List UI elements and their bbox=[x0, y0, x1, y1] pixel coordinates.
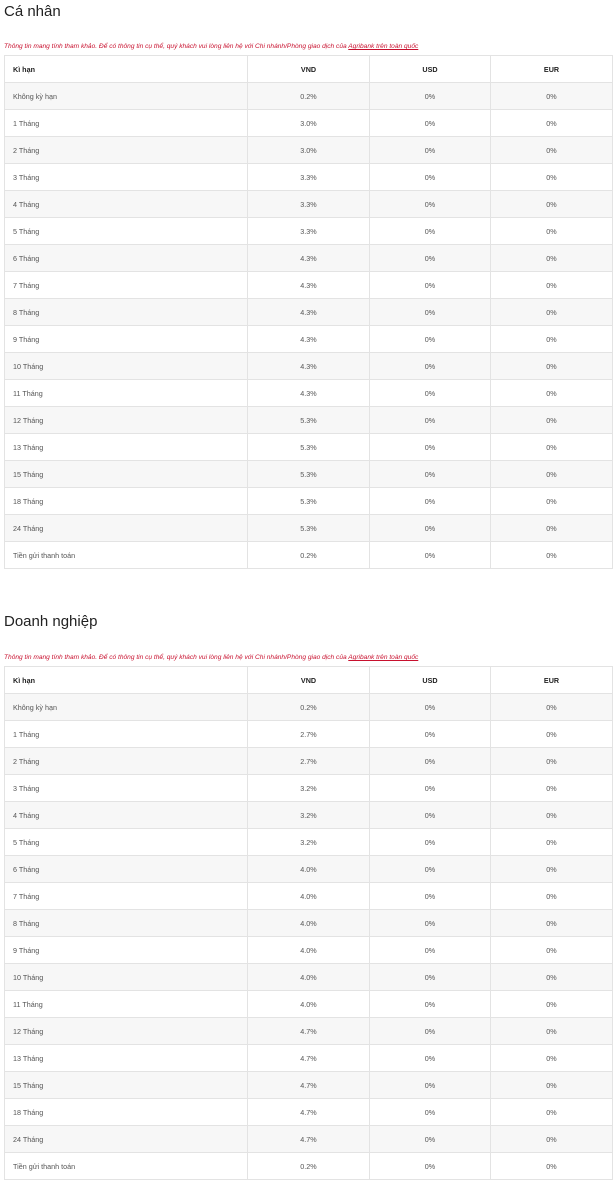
term-cell: 24 Tháng bbox=[5, 1126, 248, 1153]
eur-rate-cell: 0% bbox=[491, 856, 613, 883]
vnd-rate-cell: 4.7% bbox=[248, 1045, 370, 1072]
vnd-rate-cell: 3.3% bbox=[248, 218, 370, 245]
table-row bbox=[5, 488, 613, 515]
vnd-rate-cell: 4.7% bbox=[248, 1018, 370, 1045]
term-cell: 12 Tháng bbox=[5, 407, 248, 434]
eur-rate-cell: 0% bbox=[491, 83, 613, 110]
usd-rate-cell: 0% bbox=[370, 1018, 491, 1045]
eur-rate-cell: 0% bbox=[491, 299, 613, 326]
term-cell: 6 Tháng bbox=[5, 245, 248, 272]
usd-rate-cell: 0% bbox=[370, 964, 491, 991]
eur-rate-cell: 0% bbox=[491, 721, 613, 748]
eur-rate-cell: 0% bbox=[491, 461, 613, 488]
term-cell: 2 Tháng bbox=[5, 137, 248, 164]
vnd-rate-cell: 4.3% bbox=[248, 245, 370, 272]
vnd-rate-cell: 4.0% bbox=[248, 883, 370, 910]
usd-rate-cell: 0% bbox=[370, 434, 491, 461]
table-row bbox=[5, 964, 613, 991]
usd-rate-cell: 0% bbox=[370, 937, 491, 964]
usd-rate-cell: 0% bbox=[370, 802, 491, 829]
term-cell: 18 Tháng bbox=[5, 1099, 248, 1126]
vnd-rate-cell: 2.7% bbox=[248, 721, 370, 748]
eur-rate-cell: 0% bbox=[491, 353, 613, 380]
usd-rate-cell: 0% bbox=[370, 353, 491, 380]
table-row bbox=[5, 1099, 613, 1126]
term-cell: 9 Tháng bbox=[5, 937, 248, 964]
term-cell: 11 Tháng bbox=[5, 380, 248, 407]
term-cell: 1 Tháng bbox=[5, 721, 248, 748]
eur-rate-cell: 0% bbox=[491, 829, 613, 856]
vnd-rate-cell: 3.2% bbox=[248, 802, 370, 829]
usd-rate-cell: 0% bbox=[370, 488, 491, 515]
vnd-rate-cell: 4.3% bbox=[248, 299, 370, 326]
table-row bbox=[5, 353, 613, 380]
eur-rate-cell: 0% bbox=[491, 883, 613, 910]
term-cell: 3 Tháng bbox=[5, 775, 248, 802]
table-row bbox=[5, 218, 613, 245]
vnd-rate-cell: 5.3% bbox=[248, 461, 370, 488]
usd-rate-cell: 0% bbox=[370, 748, 491, 775]
term-cell: 1 Tháng bbox=[5, 110, 248, 137]
usd-rate-cell: 0% bbox=[370, 137, 491, 164]
branch-network-link[interactable]: Agribank trên toàn quốc bbox=[348, 654, 419, 661]
table-header-row bbox=[5, 56, 613, 83]
term-cell: Tiền gửi thanh toán bbox=[5, 542, 248, 569]
col-header-vnd: VND bbox=[248, 56, 370, 83]
eur-rate-cell: 0% bbox=[491, 775, 613, 802]
usd-rate-cell: 0% bbox=[370, 1126, 491, 1153]
vnd-rate-cell: 0.2% bbox=[248, 694, 370, 721]
table-row bbox=[5, 380, 613, 407]
usd-rate-cell: 0% bbox=[370, 245, 491, 272]
table-row bbox=[5, 515, 613, 542]
term-cell: 5 Tháng bbox=[5, 218, 248, 245]
table-row bbox=[5, 137, 613, 164]
term-cell: 5 Tháng bbox=[5, 829, 248, 856]
eur-rate-cell: 0% bbox=[491, 1072, 613, 1099]
vnd-rate-cell: 4.7% bbox=[248, 1072, 370, 1099]
eur-rate-cell: 0% bbox=[491, 1018, 613, 1045]
usd-rate-cell: 0% bbox=[370, 991, 491, 1018]
table-row bbox=[5, 937, 613, 964]
table-row bbox=[5, 164, 613, 191]
col-header-usd: USD bbox=[370, 667, 491, 694]
term-cell: 4 Tháng bbox=[5, 802, 248, 829]
term-cell: 11 Tháng bbox=[5, 991, 248, 1018]
vnd-rate-cell: 4.0% bbox=[248, 910, 370, 937]
table-row bbox=[5, 991, 613, 1018]
eur-rate-cell: 0% bbox=[491, 694, 613, 721]
rates-table-ca-nhan bbox=[4, 55, 613, 569]
col-header-term: Kì hạn bbox=[5, 56, 248, 83]
table-row bbox=[5, 1072, 613, 1099]
usd-rate-cell: 0% bbox=[370, 542, 491, 569]
usd-rate-cell: 0% bbox=[370, 694, 491, 721]
usd-rate-cell: 0% bbox=[370, 1072, 491, 1099]
eur-rate-cell: 0% bbox=[491, 191, 613, 218]
usd-rate-cell: 0% bbox=[370, 83, 491, 110]
vnd-rate-cell: 4.3% bbox=[248, 326, 370, 353]
term-cell: 24 Tháng bbox=[5, 515, 248, 542]
term-cell: Không kỳ hạn bbox=[5, 694, 248, 721]
table-row bbox=[5, 191, 613, 218]
term-cell: 4 Tháng bbox=[5, 191, 248, 218]
vnd-rate-cell: 5.3% bbox=[248, 407, 370, 434]
vnd-rate-cell: 4.0% bbox=[248, 964, 370, 991]
term-cell: 15 Tháng bbox=[5, 461, 248, 488]
eur-rate-cell: 0% bbox=[491, 380, 613, 407]
term-cell: 15 Tháng bbox=[5, 1072, 248, 1099]
col-header-eur: EUR bbox=[491, 667, 613, 694]
disclaimer-text: Thông tin mang tính tham khảo. Để có thông tin cụ thể, quý khách vui lòng liên hệ với Chi nhánh/Phòng giao dịch của bbox=[4, 654, 349, 661]
table-row bbox=[5, 775, 613, 802]
usd-rate-cell: 0% bbox=[370, 1153, 491, 1180]
disclaimer-note bbox=[4, 42, 418, 51]
eur-rate-cell: 0% bbox=[491, 542, 613, 569]
usd-rate-cell: 0% bbox=[370, 721, 491, 748]
table-row bbox=[5, 748, 613, 775]
vnd-rate-cell: 5.3% bbox=[248, 488, 370, 515]
vnd-rate-cell: 4.3% bbox=[248, 272, 370, 299]
eur-rate-cell: 0% bbox=[491, 407, 613, 434]
term-cell: 13 Tháng bbox=[5, 1045, 248, 1072]
table-row bbox=[5, 407, 613, 434]
eur-rate-cell: 0% bbox=[491, 326, 613, 353]
usd-rate-cell: 0% bbox=[370, 829, 491, 856]
disclaimer-text: Thông tin mang tính tham khảo. Để có thông tin cụ thể, quý khách vui lòng liên hệ với Chi nhánh/Phòng giao dịch của bbox=[4, 43, 349, 50]
table-row bbox=[5, 883, 613, 910]
term-cell: 12 Tháng bbox=[5, 1018, 248, 1045]
section-title-doanh-nghiep: Doanh nghiệp bbox=[4, 613, 98, 630]
disclaimer-note bbox=[4, 653, 418, 662]
usd-rate-cell: 0% bbox=[370, 461, 491, 488]
usd-rate-cell: 0% bbox=[370, 272, 491, 299]
eur-rate-cell: 0% bbox=[491, 748, 613, 775]
rates-table-doanh-nghiep bbox=[4, 666, 613, 1180]
usd-rate-cell: 0% bbox=[370, 191, 491, 218]
col-header-vnd: VND bbox=[248, 667, 370, 694]
section-title-ca-nhan: Cá nhân bbox=[4, 3, 61, 20]
usd-rate-cell: 0% bbox=[370, 910, 491, 937]
usd-rate-cell: 0% bbox=[370, 326, 491, 353]
col-header-eur: EUR bbox=[491, 56, 613, 83]
table-row bbox=[5, 910, 613, 937]
eur-rate-cell: 0% bbox=[491, 137, 613, 164]
table-row bbox=[5, 694, 613, 721]
term-cell: 13 Tháng bbox=[5, 434, 248, 461]
usd-rate-cell: 0% bbox=[370, 856, 491, 883]
eur-rate-cell: 0% bbox=[491, 218, 613, 245]
table-row bbox=[5, 110, 613, 137]
table-row bbox=[5, 802, 613, 829]
table-row bbox=[5, 1153, 613, 1180]
eur-rate-cell: 0% bbox=[491, 1099, 613, 1126]
vnd-rate-cell: 0.2% bbox=[248, 83, 370, 110]
table-row bbox=[5, 856, 613, 883]
table-row bbox=[5, 1018, 613, 1045]
eur-rate-cell: 0% bbox=[491, 272, 613, 299]
branch-network-link[interactable]: Agribank trên toàn quốc bbox=[348, 43, 419, 50]
vnd-rate-cell: 5.3% bbox=[248, 434, 370, 461]
usd-rate-cell: 0% bbox=[370, 164, 491, 191]
table-row bbox=[5, 542, 613, 569]
eur-rate-cell: 0% bbox=[491, 991, 613, 1018]
vnd-rate-cell: 4.0% bbox=[248, 856, 370, 883]
term-cell: 7 Tháng bbox=[5, 883, 248, 910]
usd-rate-cell: 0% bbox=[370, 380, 491, 407]
eur-rate-cell: 0% bbox=[491, 488, 613, 515]
table-row bbox=[5, 299, 613, 326]
term-cell: Tiền gửi thanh toán bbox=[5, 1153, 248, 1180]
term-cell: 2 Tháng bbox=[5, 748, 248, 775]
usd-rate-cell: 0% bbox=[370, 407, 491, 434]
term-cell: 3 Tháng bbox=[5, 164, 248, 191]
usd-rate-cell: 0% bbox=[370, 775, 491, 802]
vnd-rate-cell: 3.2% bbox=[248, 829, 370, 856]
vnd-rate-cell: 0.2% bbox=[248, 1153, 370, 1180]
eur-rate-cell: 0% bbox=[491, 1045, 613, 1072]
vnd-rate-cell: 3.0% bbox=[248, 110, 370, 137]
table-row bbox=[5, 829, 613, 856]
table-row bbox=[5, 1045, 613, 1072]
vnd-rate-cell: 4.7% bbox=[248, 1099, 370, 1126]
vnd-rate-cell: 5.3% bbox=[248, 515, 370, 542]
eur-rate-cell: 0% bbox=[491, 110, 613, 137]
term-cell: 8 Tháng bbox=[5, 299, 248, 326]
vnd-rate-cell: 4.0% bbox=[248, 937, 370, 964]
table-row bbox=[5, 461, 613, 488]
vnd-rate-cell: 4.3% bbox=[248, 380, 370, 407]
vnd-rate-cell: 4.7% bbox=[248, 1126, 370, 1153]
vnd-rate-cell: 4.3% bbox=[248, 353, 370, 380]
table-row bbox=[5, 272, 613, 299]
table-header-row bbox=[5, 667, 613, 694]
vnd-rate-cell: 2.7% bbox=[248, 748, 370, 775]
term-cell: Không kỳ hạn bbox=[5, 83, 248, 110]
vnd-rate-cell: 3.2% bbox=[248, 775, 370, 802]
usd-rate-cell: 0% bbox=[370, 883, 491, 910]
term-cell: 10 Tháng bbox=[5, 964, 248, 991]
table-row bbox=[5, 245, 613, 272]
eur-rate-cell: 0% bbox=[491, 802, 613, 829]
term-cell: 10 Tháng bbox=[5, 353, 248, 380]
eur-rate-cell: 0% bbox=[491, 164, 613, 191]
vnd-rate-cell: 4.0% bbox=[248, 991, 370, 1018]
usd-rate-cell: 0% bbox=[370, 515, 491, 542]
table-row bbox=[5, 721, 613, 748]
vnd-rate-cell: 3.3% bbox=[248, 191, 370, 218]
usd-rate-cell: 0% bbox=[370, 110, 491, 137]
term-cell: 18 Tháng bbox=[5, 488, 248, 515]
term-cell: 9 Tháng bbox=[5, 326, 248, 353]
term-cell: 8 Tháng bbox=[5, 910, 248, 937]
col-header-term: Kì hạn bbox=[5, 667, 248, 694]
usd-rate-cell: 0% bbox=[370, 1045, 491, 1072]
eur-rate-cell: 0% bbox=[491, 1153, 613, 1180]
vnd-rate-cell: 3.3% bbox=[248, 164, 370, 191]
table-row bbox=[5, 83, 613, 110]
usd-rate-cell: 0% bbox=[370, 218, 491, 245]
term-cell: 7 Tháng bbox=[5, 272, 248, 299]
eur-rate-cell: 0% bbox=[491, 245, 613, 272]
eur-rate-cell: 0% bbox=[491, 910, 613, 937]
vnd-rate-cell: 0.2% bbox=[248, 542, 370, 569]
table-row bbox=[5, 434, 613, 461]
table-row bbox=[5, 1126, 613, 1153]
eur-rate-cell: 0% bbox=[491, 434, 613, 461]
usd-rate-cell: 0% bbox=[370, 1099, 491, 1126]
usd-rate-cell: 0% bbox=[370, 299, 491, 326]
eur-rate-cell: 0% bbox=[491, 937, 613, 964]
eur-rate-cell: 0% bbox=[491, 1126, 613, 1153]
table-row bbox=[5, 326, 613, 353]
term-cell: 6 Tháng bbox=[5, 856, 248, 883]
vnd-rate-cell: 3.0% bbox=[248, 137, 370, 164]
eur-rate-cell: 0% bbox=[491, 515, 613, 542]
col-header-usd: USD bbox=[370, 56, 491, 83]
eur-rate-cell: 0% bbox=[491, 964, 613, 991]
